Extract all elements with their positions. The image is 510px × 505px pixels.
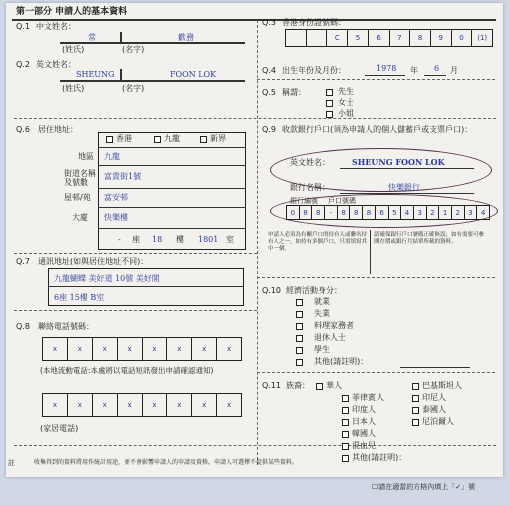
q11-checkbox-indian[interactable] [342, 407, 349, 414]
id-digit-cell[interactable]: 9 [431, 30, 452, 46]
q2-given-value: FOON LOK [170, 70, 217, 79]
id-card-number-grid[interactable] [285, 29, 493, 47]
q2-number: Q.2 [16, 60, 30, 69]
q6-block-value: - [118, 235, 121, 244]
phone-digit-cell[interactable]: x [167, 394, 192, 416]
q8-number: Q.8 [16, 322, 30, 331]
q7-line2-value: 6座 15樓 B室 [54, 293, 105, 302]
q6-street-label: 街道名稱 及號數 [64, 169, 96, 187]
id-digit-cell[interactable] [286, 30, 307, 46]
q7-divider [48, 286, 244, 287]
phone-digit-cell[interactable]: x [143, 394, 168, 416]
q6-checkbox-hk[interactable] [106, 136, 113, 143]
q9-note-left: 申請人必須為有關戶口的持有人或聯名持有人之一，如持有多個戶口，只需填寫其中一個。 [268, 232, 368, 252]
q6-building-value: 快樂樓 [104, 213, 128, 222]
q6-divider [98, 228, 246, 229]
phone-digit-cell[interactable]: x [226, 345, 232, 353]
q4-number: Q.4 [262, 66, 276, 75]
q9-number: Q.9 [262, 125, 276, 134]
q11-checkbox-other[interactable] [342, 455, 349, 462]
q7-line1-value: 九龍蝴蝶 美好道 10號 美好閣 [54, 274, 160, 283]
id-digit-cell[interactable]: 6 [369, 30, 390, 46]
q6-floor-value: 18 [152, 235, 163, 244]
q2-surname-caption: (姓氏) [62, 84, 85, 93]
account-digit-cell[interactable]: 5 [389, 206, 402, 219]
account-digit-cell[interactable]: 8 [350, 206, 363, 219]
q6-region-kln: 九龍 [164, 134, 180, 143]
footer-note: 收集得到的資料將用作統計用途，並不會影響申請人的申請及資格。申請人可選擇不提供某些資料。 [34, 459, 299, 466]
section-title: 第一部分 申請人的基本資料 [16, 7, 128, 17]
q10-checkbox-unemployed[interactable] [296, 311, 303, 318]
q7-label: 通訊地址(如與居住地址不同)： [38, 257, 149, 266]
q5-checkbox-mrs[interactable] [326, 100, 333, 107]
q6-district-value: 九龍 [104, 152, 120, 161]
q6-divider [98, 147, 246, 148]
q4-year-line[interactable] [365, 75, 405, 76]
account-digit-cell[interactable]: 6 [376, 206, 389, 219]
q11-option-japanese: 日本人 [352, 417, 376, 426]
q3-number: Q.3 [262, 18, 276, 27]
q9-note-divider [370, 230, 371, 274]
phone-digit-cell[interactable]: x [192, 338, 217, 360]
q5-label: 稱謂： [282, 88, 306, 97]
q10-other-line[interactable] [400, 367, 470, 368]
q11-checkbox-japanese[interactable] [342, 419, 349, 426]
q6-estate-label: 屋邨/苑 [64, 193, 91, 202]
account-digit-cell[interactable]: 8 [363, 206, 376, 219]
q11-number: Q.11 [262, 381, 282, 390]
q11-option-filipino: 菲律賓人 [352, 393, 384, 402]
account-digit-cell[interactable]: 8 [300, 206, 313, 219]
q10-option-employed: 就業 [314, 297, 330, 306]
q10-option-unemployed: 失業 [314, 309, 330, 318]
q2-field-sep [120, 69, 122, 81]
q11-checkbox-chinese[interactable] [316, 383, 323, 390]
footer-note-label: 註 [8, 459, 15, 467]
q6-region-hk: 香港 [116, 134, 132, 143]
q11-option-korean: 韓國人 [352, 429, 376, 438]
q8-home-caption: (家居電話) [40, 424, 79, 433]
id-digit-cell[interactable]: 5 [348, 30, 369, 46]
account-digit-cell[interactable]: 8 [312, 206, 325, 219]
q6-room-unit: 室 [226, 235, 234, 244]
phone-digit-cell[interactable]: x [192, 394, 217, 416]
home-number-grid[interactable] [42, 393, 242, 417]
header-rule [12, 19, 496, 21]
q11-option-mixed: 混血兒 [352, 441, 376, 450]
q6-divider [98, 188, 246, 189]
q9-label: 收款銀行戶口(須為申請人的個人儲蓄戶或支票戶口)： [282, 125, 473, 134]
q9-account-label: 戶口號碼 [328, 197, 356, 205]
phone-digit-cell[interactable]: x [143, 338, 168, 360]
phone-digit-cell[interactable]: x [167, 338, 192, 360]
q4-month-line[interactable] [424, 75, 446, 76]
q1-given-caption: (名字) [122, 45, 145, 54]
q6-street-value: 富貴街1號 [104, 172, 142, 181]
q10-option-other: 其他(請註明)： [314, 357, 369, 366]
q9-bank-label: 銀行名稱： [290, 183, 330, 192]
row-divider [14, 118, 496, 119]
q5-option-mr: 先生 [338, 87, 354, 96]
q4-year-value: 1978 [376, 64, 397, 73]
phone-digit-cell[interactable]: x [93, 394, 118, 416]
id-digit-cell[interactable]: 8 [410, 30, 431, 46]
q6-region-nt: 新界 [210, 134, 226, 143]
row-divider [14, 310, 257, 311]
q1-field-line[interactable] [60, 42, 245, 44]
row-divider [14, 253, 257, 254]
account-digit-cell[interactable]: 1 [439, 206, 452, 219]
q9-bank-value: 快樂銀行 [388, 183, 420, 192]
bank-account-grid[interactable] [286, 205, 490, 220]
q10-checkbox-homemaker[interactable] [296, 323, 303, 330]
id-digit-cell[interactable] [307, 30, 328, 46]
q11-checkbox-mixed[interactable] [342, 443, 349, 450]
q11-option-indonesian: 印尼人 [422, 393, 446, 402]
id-digit-cell[interactable]: 0 [452, 30, 473, 46]
q5-option-mrs: 女士 [338, 98, 354, 107]
q9-name-line[interactable] [340, 168, 474, 169]
q11-option-other: 其他(請註明)： [352, 453, 407, 462]
q6-checkbox-nt[interactable] [200, 136, 207, 143]
q6-district-label: 地區 [78, 152, 94, 161]
q6-divider [98, 207, 246, 208]
account-digit-cell[interactable]: 8 [338, 206, 351, 219]
q11-checkbox-indonesian[interactable] [412, 395, 419, 402]
q5-checkbox-mr[interactable] [326, 89, 333, 96]
phone-digit-cell[interactable]: x [118, 338, 143, 360]
q5-checkbox-miss[interactable] [326, 111, 333, 118]
row-divider [257, 277, 495, 278]
q1-given-value: 歡務 [178, 33, 194, 42]
account-digit-cell[interactable]: 3 [414, 206, 427, 219]
q10-checkbox-retired[interactable] [296, 335, 303, 342]
q11-checkbox-thai[interactable] [412, 407, 419, 414]
q8-label: 聯絡電話號碼： [38, 322, 94, 331]
q10-option-retired: 退休人士 [314, 333, 346, 342]
q11-option-thai: 泰國人 [422, 405, 446, 414]
q10-option-student: 學生 [314, 345, 330, 354]
q10-number: Q.10 [262, 286, 282, 295]
q4-month-unit: 月 [450, 66, 458, 75]
mobile-number-grid[interactable] [42, 337, 242, 361]
account-digit-cell[interactable]: 2 [427, 206, 440, 219]
q10-label: 經濟活動身分： [286, 286, 342, 295]
account-digit-cell[interactable]: 4 [401, 206, 414, 219]
q10-checkbox-employed[interactable] [296, 299, 303, 306]
q11-option-indian: 印度人 [352, 405, 376, 414]
q6-room-value: 1801 [198, 235, 219, 244]
q9-name-label: 英文姓名： [290, 158, 330, 167]
account-digit-cell[interactable]: 2 [452, 206, 465, 219]
account-digit-cell[interactable]: 0 [287, 206, 300, 219]
phone-digit-cell[interactable]: x [68, 338, 93, 360]
q6-floor-unit: 樓 [176, 235, 184, 244]
q11-option-nepalese: 尼泊爾人 [422, 417, 454, 426]
q6-address-box[interactable] [98, 132, 246, 250]
column-divider [257, 20, 258, 465]
q2-label: 英文姓名： [36, 60, 76, 69]
q11-label: 族裔： [286, 381, 310, 390]
q11-checkbox-nepalese[interactable] [412, 419, 419, 426]
q6-label: 居住地址： [38, 125, 78, 134]
q11-option-pakistani: 巴基斯坦人 [422, 381, 462, 390]
phone-digit-cell[interactable]: x [93, 338, 118, 360]
id-digit-cell[interactable]: C [327, 30, 348, 46]
q1-label: 中文姓名： [36, 22, 76, 31]
q10-checkbox-other[interactable] [296, 359, 303, 366]
q11-checkbox-filipino[interactable] [342, 395, 349, 402]
q8-mobile-note: (本地流動電話:本處將以電話短訊發出申請確認通知) [40, 366, 214, 375]
q7-number: Q.7 [16, 257, 30, 266]
q5-number: Q.5 [262, 88, 276, 97]
q4-month-value: 6 [434, 64, 440, 73]
q1-surname-caption: (姓氏) [62, 45, 85, 54]
q5-option-miss: 小姐 [338, 109, 354, 118]
q9-note-right: 請確保銀行戶口號碼正確無誤；如有需要可參閱存摺或銀行月結單所載的資料。 [374, 232, 485, 245]
q10-checkbox-student[interactable] [296, 347, 303, 354]
q11-checkbox-pakistani[interactable] [412, 383, 419, 390]
row-divider [14, 445, 496, 446]
q6-building-label: 大廈 [72, 213, 88, 222]
phone-digit-cell[interactable]: x [43, 394, 68, 416]
id-digit-cell[interactable]: (1) [477, 34, 488, 42]
q9-bank-code-label: 銀行編號 [290, 197, 318, 205]
q2-given-caption: (名字) [122, 84, 145, 93]
q1-number: Q.1 [16, 22, 30, 31]
footer-tick-instruction: ☐請在適當的方格內填上「✓」號 [372, 483, 476, 491]
q1-field-sep [120, 32, 122, 43]
phone-digit-cell[interactable]: x [226, 401, 232, 409]
q11-option-chinese: 華人 [326, 381, 342, 390]
q11-checkbox-korean[interactable] [342, 431, 349, 438]
q2-surname-value: SHEUNG [76, 70, 115, 79]
q6-divider [98, 165, 246, 166]
q6-number: Q.6 [16, 125, 30, 134]
row-divider [257, 372, 495, 373]
q9-name-value: SHEUNG FOON LOK [352, 157, 445, 167]
q2-field-line[interactable] [60, 80, 245, 82]
phone-digit-cell[interactable]: x [68, 394, 93, 416]
q3-label: 香港身份證號碼： [282, 18, 346, 27]
q10-option-homemaker: 料理家務者 [314, 321, 354, 330]
q4-year-unit: 年 [410, 66, 418, 75]
q6-block-unit: 座 [132, 235, 140, 244]
account-digit-cell[interactable]: - [325, 206, 338, 219]
q6-checkbox-kln[interactable] [154, 136, 161, 143]
row-divider [257, 79, 495, 80]
q6-estate-value: 富安邨 [104, 193, 128, 202]
account-digit-cell[interactable]: 3 [465, 206, 478, 219]
phone-digit-cell[interactable]: x [118, 394, 143, 416]
phone-digit-cell[interactable]: x [43, 338, 68, 360]
q1-surname-value: 常 [88, 33, 96, 42]
id-digit-cell[interactable]: 7 [390, 30, 411, 46]
account-digit-cell[interactable]: 4 [480, 208, 486, 217]
q4-label: 出生年份及月份： [282, 66, 346, 75]
